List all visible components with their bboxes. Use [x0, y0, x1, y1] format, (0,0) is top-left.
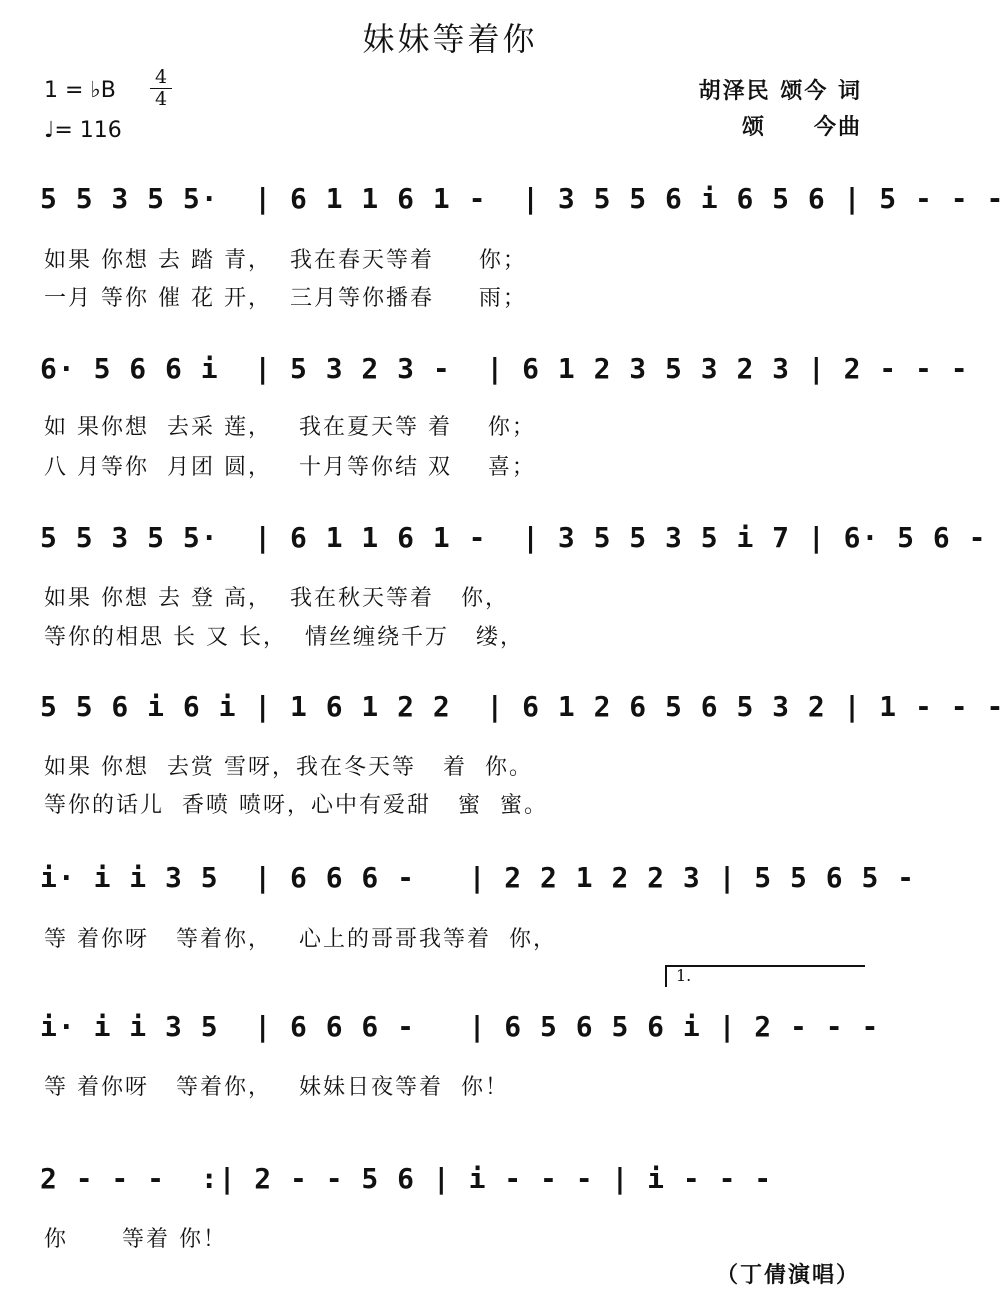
notation-line-6: i· i i 3 5 | 6 6 6 - | 6 5 6 5 6 i | 2 - - -	[40, 1010, 880, 1043]
time-signature-top: 4	[154, 66, 168, 88]
lyric-line-7: 你 等着 你！	[44, 1227, 227, 1252]
volta-bracket	[665, 965, 865, 967]
tempo-marking: ♩= 116	[44, 118, 122, 143]
notation-line-3: 5 5 3 5 5· | 6 1 1 6 1 - | 3 5 5 3 5 i 7 | 6· 5 6 -	[40, 521, 987, 554]
lyric-line-1a: 如果 你想 去 踏 青， 我在春天等着 你；	[44, 248, 527, 273]
volta-bracket-tick	[665, 965, 667, 987]
lyric-line-4a: 如果 你想 去赏 雪呀，我在冬天等 着 你。	[44, 755, 533, 780]
performer-credit: （丁倩演唱）	[715, 1263, 860, 1288]
lyric-line-4b: 等你的话儿 香喷 喷呀，心中有爱甜 蜜 蜜。	[44, 793, 548, 818]
volta-label: 1.	[676, 966, 692, 985]
notation-line-5: i· i i 3 5 | 6 6 6 - | 2 2 1 2 2 3 | 5 5 6 5 -	[40, 861, 916, 894]
lyric-line-3a: 如果 你想 去 登 高， 我在秋天等着 你，	[44, 586, 509, 611]
music-credit: 颂 今曲	[741, 115, 862, 140]
notation-line-1: 5 5 3 5 5· | 6 1 1 6 1 - | 3 5 5 6 i 6 5 6 | 5 - - -	[40, 182, 1004, 215]
lyric-line-3b: 等你的相思 长 又 长， 情丝缠绕千万 缕，	[44, 625, 524, 650]
time-signature-bottom: 4	[154, 88, 168, 110]
notation-line-2: 6· 5 6 6 i | 5 3 2 3 - | 6 1 2 3 5 3 2 3 | 2 - - -	[40, 352, 969, 385]
lyrics-credit: 胡泽民 颂今 词	[698, 79, 862, 104]
notation-line-4: 5 5 6 i 6 i | 1 6 1 2 2 | 6 1 2 6 5 6 5 3 2 | 1 - - -	[40, 690, 1004, 723]
lyric-line-2b: 八 月等你 月团 圆， 十月等你结 双 喜；	[44, 455, 536, 480]
song-title: 妹妹等着你	[362, 20, 538, 58]
notation-line-7: 2 - - - :| 2 - - 5 6 | i - - - | i - - -	[40, 1162, 773, 1195]
lyric-line-5: 等 着你呀 等着你， 心上的哥哥我等着 你，	[44, 927, 557, 952]
lyric-line-6: 等 着你呀 等着你， 妹妹日夜等着 你！	[44, 1075, 509, 1100]
key-signature: 1 = ♭B	[44, 78, 116, 103]
lyric-line-2a: 如 果你想 去采 莲， 我在夏天等 着 你；	[44, 415, 536, 440]
lyric-line-1b: 一月 等你 催 花 开， 三月等你播春 雨；	[44, 286, 527, 311]
time-signature	[150, 68, 172, 109]
